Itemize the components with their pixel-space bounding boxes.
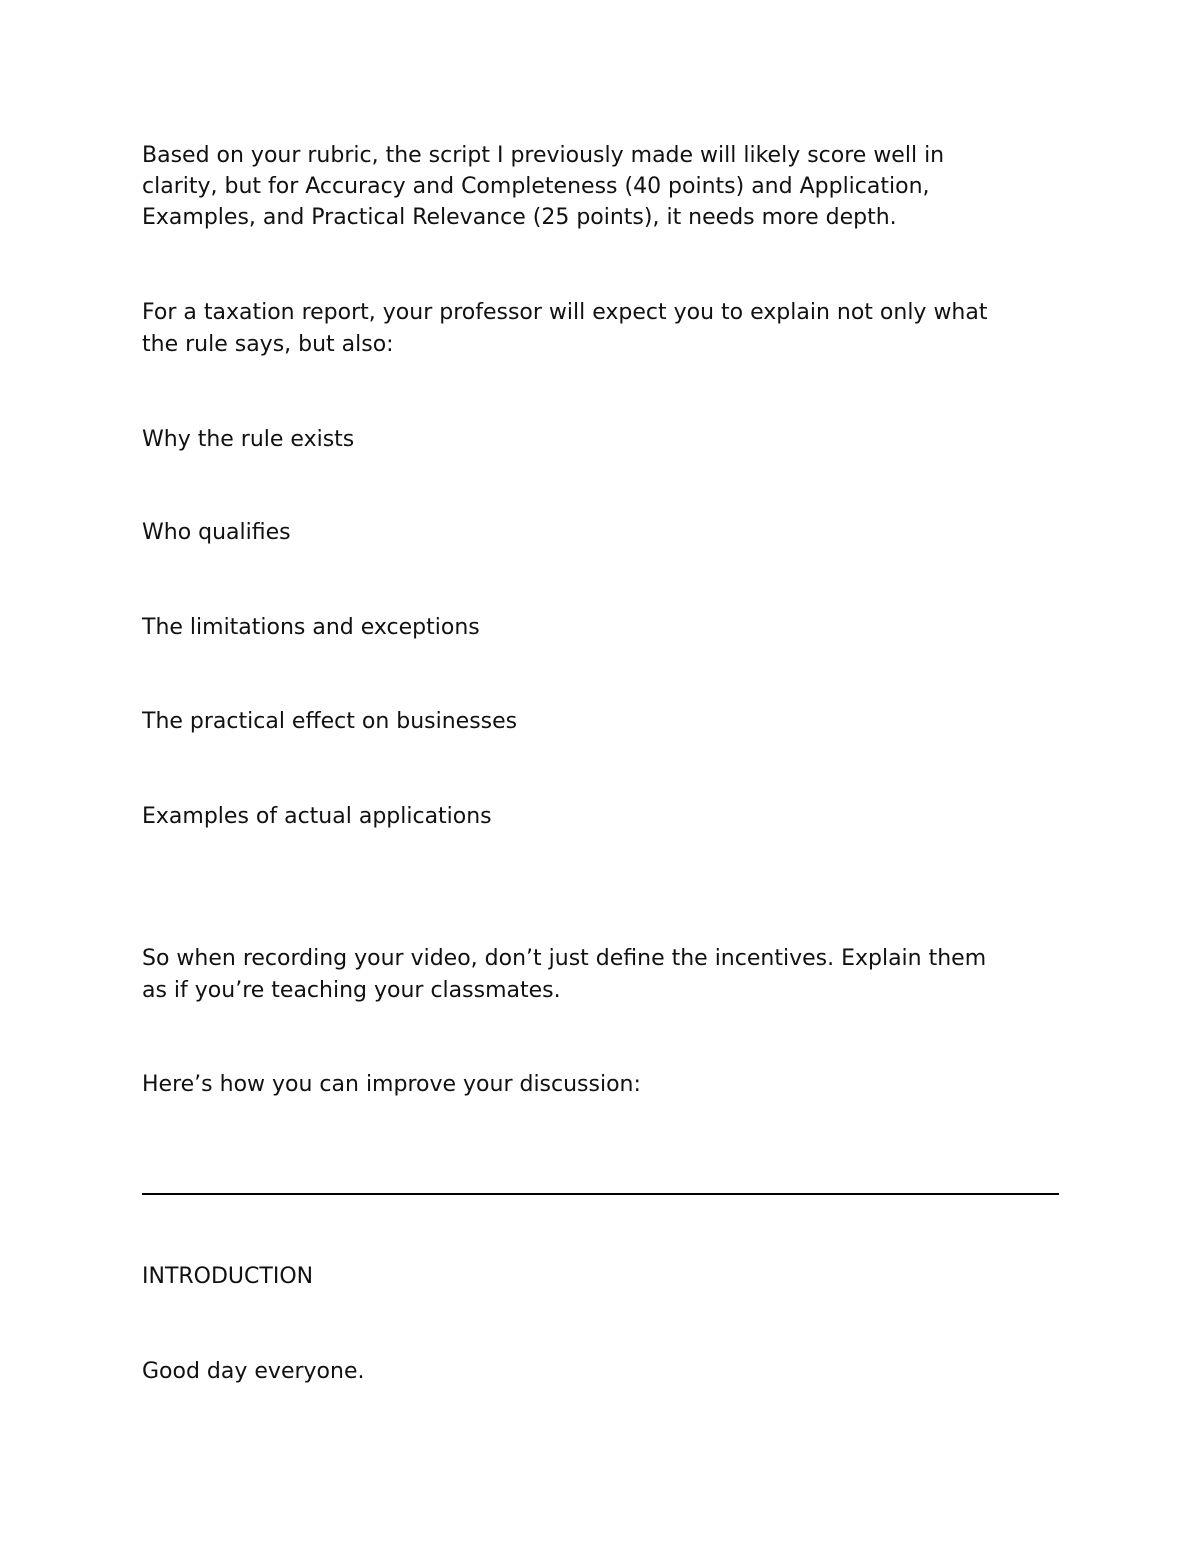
list-item-examples: Examples of actual applications <box>142 804 492 829</box>
list-item-who-qualifies: Who qualifies <box>142 520 291 545</box>
list-item-why-rule-exists: Why the rule exists <box>142 427 355 452</box>
paragraph-taxation-line-1: For a taxation report, your professor will expect you to explain not only what <box>142 300 988 325</box>
paragraph-rubric-line-2: clarity, but for Accuracy and Completeness (40 points) and Application, <box>142 174 930 199</box>
list-item-practical-effect: The practical effect on businesses <box>142 709 518 734</box>
paragraph-recording-line-1: So when recording your video, don’t just define the incentives. Explain them <box>142 946 987 971</box>
paragraph-greeting: Good day everyone. <box>142 1359 365 1384</box>
paragraph-taxation-line-2: the rule says, but also: <box>142 332 394 357</box>
horizontal-divider <box>142 1193 1059 1195</box>
list-item-limitations: The limitations and exceptions <box>142 615 480 640</box>
paragraph-rubric-line-3: Examples, and Practical Relevance (25 points), it needs more depth. <box>142 205 897 230</box>
paragraph-recording-line-2: as if you’re teaching your classmates. <box>142 978 561 1003</box>
section-heading-introduction: INTRODUCTION <box>142 1264 314 1289</box>
paragraph-rubric-line-1: Based on your rubric, the script I previously made will likely score well in <box>142 143 945 168</box>
paragraph-improve-discussion: Here’s how you can improve your discussion: <box>142 1072 641 1097</box>
